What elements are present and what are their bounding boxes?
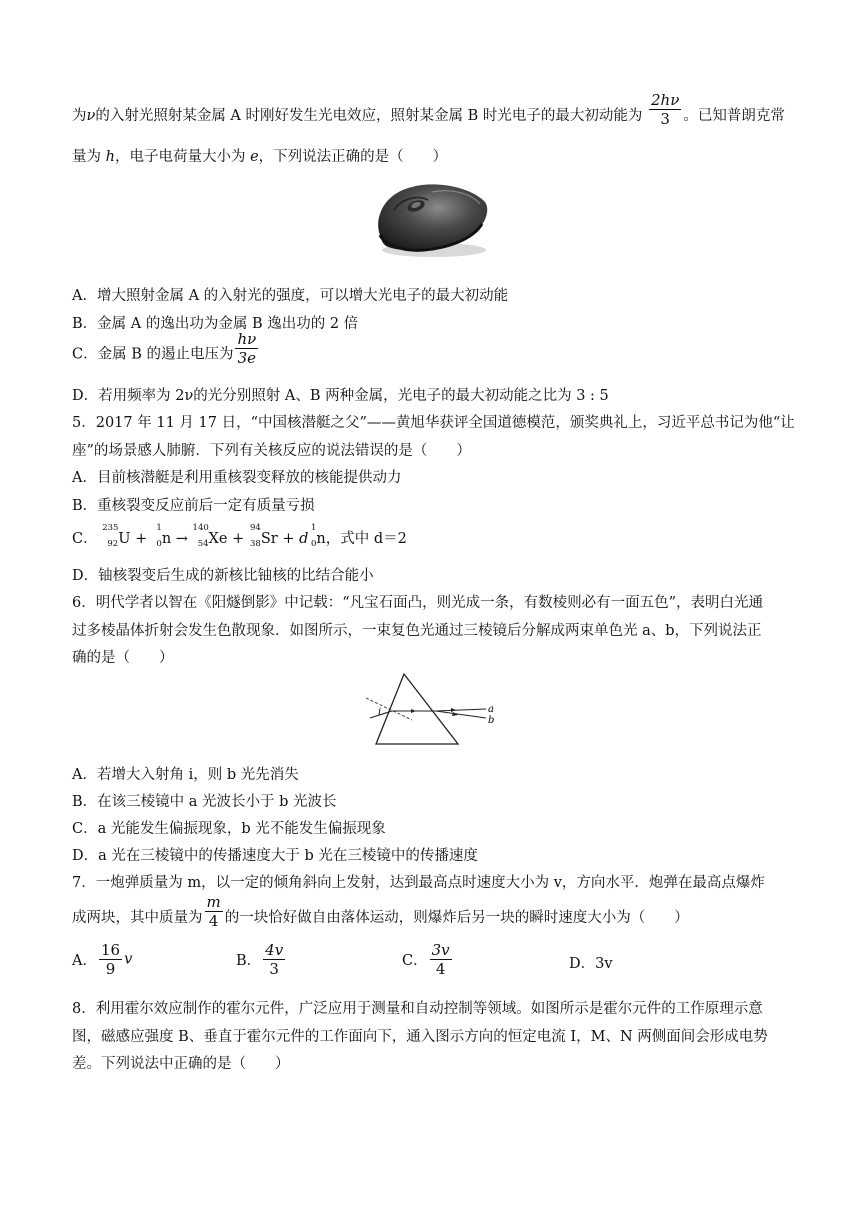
q4-option-c[interactable]: C．金属 B 的遏止电压为 $\frac{h\nu}{3e}$ <box>72 330 257 367</box>
q6-option-c[interactable]: C．a 光能发生偏振现象，b 光不能发生偏振现象 <box>72 821 386 837</box>
q6-stem-line1: 6．明代学者以智在《阳燧倒影》中记载：“凡宝石面凸，则光成一条，有数棱则必有一面五色”，表明白光通 <box>72 595 764 611</box>
xenon-nuclide: 140 54 Xe <box>192 523 228 549</box>
strontium-nuclide: 94 38 Sr <box>250 523 278 549</box>
q5-option-b[interactable]: B．重核裂变反应前后一定有质量亏损 <box>72 498 315 514</box>
q4-stem-line1: 为ν的入射光照射某金属 A 时刚好发生光电效应，照射某金属 B 时光电子的最大初动能为 $\frac{2h\nu}{3}$ 。已知普朗克常 <box>72 90 785 128</box>
q6-stem-line3: 确的是（ ） <box>72 650 174 666</box>
q7-option-c[interactable]: C． $\frac{3v}{4}$ <box>402 941 450 978</box>
q4-option-d[interactable]: D．若用频率为 2ν的光分别照射 A、B 两种金属，光电子的最大初动能之比为 3 : 5 <box>72 388 609 404</box>
q4-fraction-2hv-over-3: $\frac{2h\nu}{3}$ <box>651 90 680 128</box>
arrow-icon: → <box>175 531 188 547</box>
label-a: a <box>488 704 494 715</box>
q5-option-d[interactable]: D．铀核裂变后生成的新核比铀核的比结合能小 <box>72 568 374 584</box>
q7-fraction-m-over-4: $\frac{m}{4}$ <box>206 892 221 930</box>
q5-option-a[interactable]: A．目前核潜艇是利用重核裂变释放的核能提供动力 <box>72 470 402 486</box>
q7-option-d[interactable]: D．3v <box>569 956 613 972</box>
label-i: i <box>378 707 382 718</box>
q7-option-a[interactable]: A． $\frac{16}{9}$ v <box>72 941 133 978</box>
q6-option-a[interactable]: A．若增大入射角 i，则 b 光先消失 <box>72 767 299 783</box>
arrow-inner-icon <box>411 709 416 713</box>
prism-triangle <box>376 674 458 744</box>
neutron-nuclide-2: 1 0 n <box>310 523 326 549</box>
neutron-nuclide: 1 0 n <box>156 523 172 549</box>
ray-b <box>436 711 486 718</box>
label-b: b <box>488 715 495 726</box>
q4-option-a[interactable]: A．增大照射金属 A 的入射光的强度，可以增大光电子的最大初动能 <box>72 288 509 304</box>
q6-option-d[interactable]: D．a 光在三棱镜中的传播速度大于 b 光在三棱镜中的传播速度 <box>72 848 478 864</box>
arrow-a-icon <box>451 708 456 712</box>
prism-diagram <box>362 670 504 748</box>
q6-option-b[interactable]: B．在该三棱镜中 a 光波长小于 b 光波长 <box>72 794 337 810</box>
q7-stem-line1: 7．一炮弹质量为 m，以一定的倾角斜向上发射，达到最高点时速度大小为 v，方向水平．炮弹在最高点爆炸 <box>72 875 765 891</box>
q8-stem-line2: 图，磁感应强度 B、垂直于霍尔元件的工作面向下，通入图示方向的恒定电流 I，M、N 两侧面间会形成电势 <box>72 1029 768 1045</box>
q4-option-b[interactable]: B．金属 A 的逸出功为金属 B 逸出功的 2 倍 <box>72 316 359 332</box>
uranium-nuclide: 235 92 U <box>102 523 131 549</box>
q5-stem-line1: 5．2017 年 11 月 17 日，“中国核潜艇之父”——黄旭华获评全国道德模范，颁奖典礼上，习近平总书记为他“让 <box>72 415 795 431</box>
q5-stem-line2: 座”的场景感人肺腑．下列有关核反应的说法错误的是（ ） <box>72 443 471 459</box>
q5-option-c[interactable]: C． 235 92 U + 1 0 n → 140 54 Xe + 94 38 Sr + d 1 0 n，式中 d＝2 <box>72 523 407 549</box>
q8-stem-line3: 差。下列说法中正确的是（ ） <box>72 1056 290 1072</box>
q6-stem-line2: 过多棱晶体折射会发生色散现象．如图所示，一束复色光通过三棱镜后分解成两束单色光 a、b，下列说法正 <box>72 623 762 639</box>
q7-stem-line2: 成两块，其中质量为 $\frac{m}{4}$ 的一块恰好做自由落体运动，则爆炸后另一块的瞬时速度大小为（ ） <box>72 892 689 930</box>
computer-mouse-image <box>372 180 490 260</box>
q4-stem-line2: 量为 h，电子电荷量大小为 e，下列说法正确的是（ ） <box>72 149 448 165</box>
ray-a <box>436 709 486 711</box>
q8-stem-line1: 8．利用霍尔效应制作的霍尔元件，广泛应用于测量和自动控制等领域。如图所示是霍尔元件的工作原理示意 <box>72 1001 763 1017</box>
q4-fraction-hv-over-3e: $\frac{h\nu}{3e}$ <box>237 330 257 367</box>
q7-option-b[interactable]: B． $\frac{4v}{3}$ <box>236 941 284 978</box>
